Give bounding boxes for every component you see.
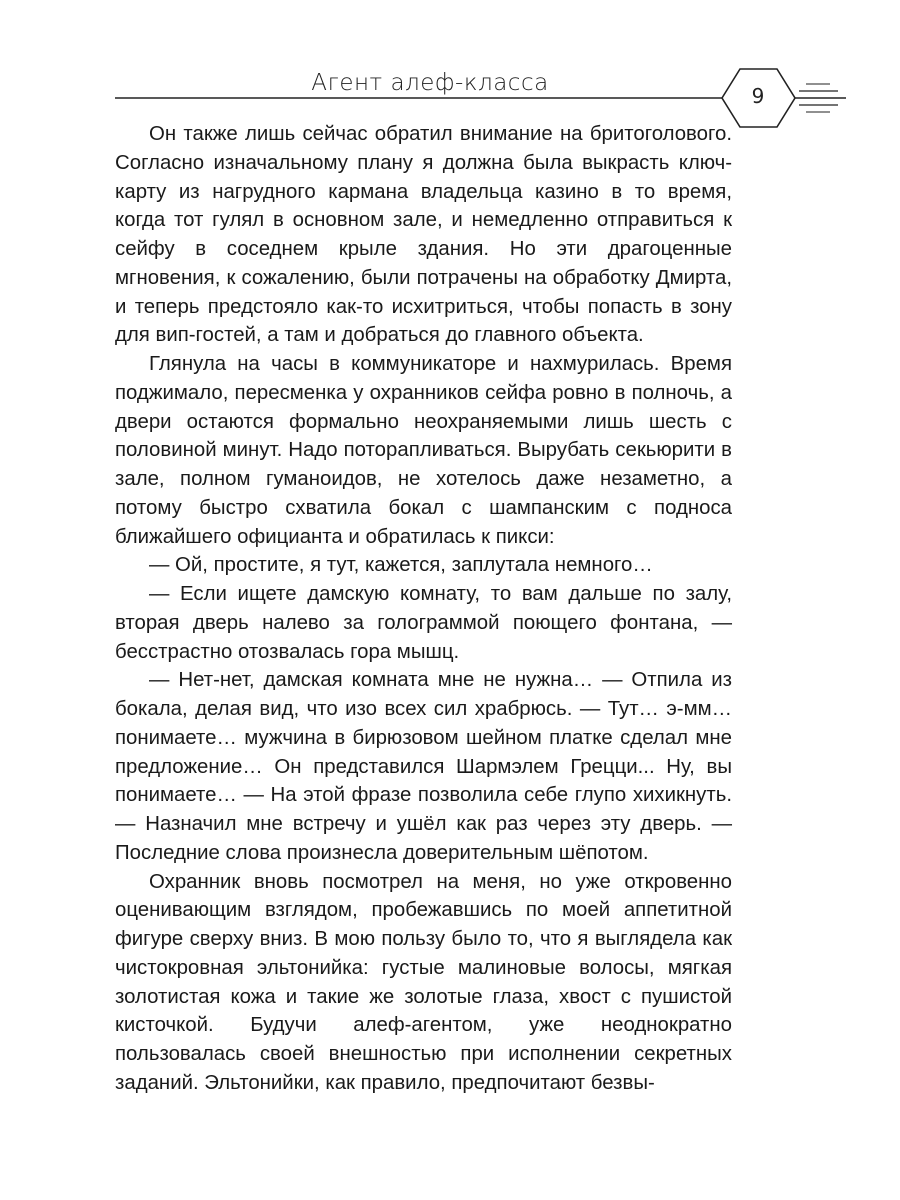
paragraph: Охранник вновь посмотрел на меня, но уже откровенно оценивающим взглядом, пробежавшись по моей аппетитной фигуре сверху вниз. В мою пользу было то, что я выглядела как чистокровная эльтонийка: густые малиновые волосы, мягкая золотистая кожа и такие же золотые глаза, хвост с пушистой кисточкой. Будучи алеф-агентом, уже неоднократно пользовалась своей внешностью при исполнении секретных заданий. Эльтонийки, как правило, предпочитают безвы-	[115, 870, 732, 1094]
running-title: Агент алеф-класса	[311, 70, 549, 96]
dialogue-line: — Нет-нет, дамская комната мне не нужна… — Отпила из бокала, делая вид, что изо всех сил храбрюсь. — Тут… э-мм… понимаете… мужчина в бирюзовом шейном платке сделал мне предложение… Он представился Шармэлем Грецци... Ну, вы понимаете… — На этой фразе позволила себе глупо хихикнуть. — Назначил мне встречу и ушёл как раз через эту дверь. —Последние слова произнесла доверительным шёпотом.	[115, 669, 732, 864]
page-header	[0, 0, 900, 130]
dialogue-line: — Если ищете дамскую комнату, то вам дальше по залу, вторая дверь налево за голограммой поющего фонтана, — бесстрастно отозвалась гора мышц.	[115, 583, 732, 663]
paragraph: Глянула на часы в коммуникаторе и нахмурилась. Время поджимало, пересменка у охранников сейфа ровно в полночь, а двери остаются формально неохраняемыми лишь шесть с половиной минут. Надо поторапливаться. Вырубать секьюрити в зале, полном гуманоидов, не хотелось даже незаметно, а потому быстро схватила бокал с шампанским с подноса ближайшего официанта и обратилась к пикси:	[115, 353, 732, 548]
page-number: 9	[751, 84, 765, 108]
dialogue-line: — Ой, простите, я тут, кажется, заплутала немного…	[149, 554, 653, 577]
paragraph: Он также лишь сейчас обратил внимание на бритоголового. Согласно изначальному плану я должна была выкрасть ключ-карту из нагрудного кармана владельца казино в то время, когда тот гулял в основном зале, и немедленно отправиться к сейфу в соседнем крыле здания. Но эти драгоценные мгновения, к сожалению, были потрачены на обработку Дмирта, и теперь предстояло как-то исхитриться, чтобы попасть в зону для вип-гостей, а там и добраться до главного объекта.	[115, 123, 732, 347]
body-text	[115, 120, 732, 1098]
header-ornament	[0, 0, 900, 130]
